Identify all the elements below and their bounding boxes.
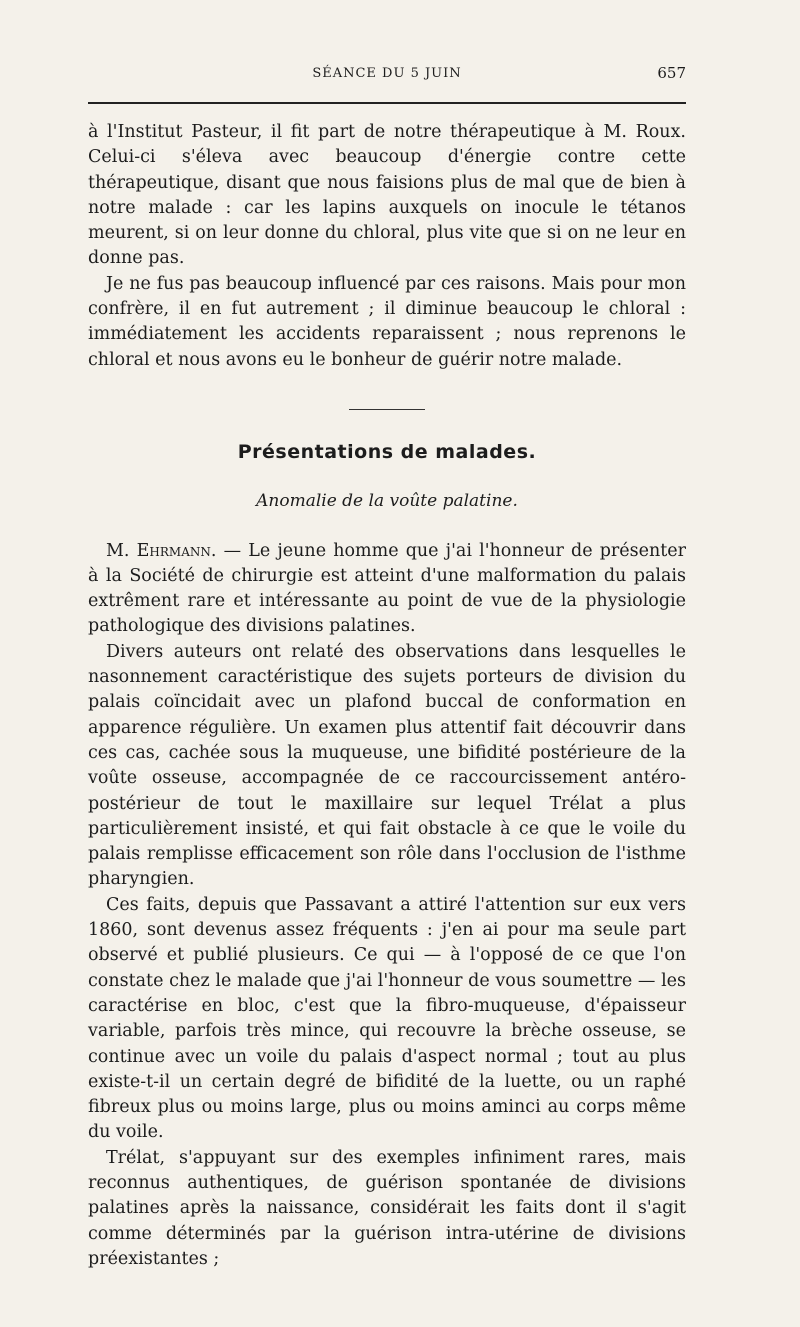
paragraph: Trélat, s'appuyant sur des exemples infiniment rares, mais reconnus authentiques, de guérison spontanée de divisions palatines après la naissance, considérait les faits dont il s'agit comme déterminés par la guérison intra-utérine de divisions préexistantes ; <box>88 1147 686 1269</box>
running-head: SÉANCE DU 5 JUIN <box>312 66 462 81</box>
page-header <box>88 62 686 86</box>
paragraph-continued: à l'Institut Pasteur, il fit part de notre thérapeutique à M. Roux. Celui-ci s'éleva avec beaucoup d'énergie contre cette thérapeutique, disant que nous faisions plus de mal que de bien à notre malade : car les lapins auxquels on inocule le tétanos meurent, si on leur donne du chloral, plus vite que si on ne leur en donne pas. <box>88 122 686 269</box>
header-rule <box>88 102 686 104</box>
paragraph: Je ne fus pas beaucoup influencé par ces raisons. Mais pour mon confrère, il en fut autrement ; il diminue beaucoup le chloral : immédiatement les accidents reparaissent ; nous reprenons le chloral et nous avons eu le bonheur de guérir notre malade. <box>88 273 686 370</box>
speaker-prefix: M. <box>106 540 130 561</box>
section-subtitle: Anomalie de la voûte palatine. <box>256 491 518 512</box>
paragraph: Divers auteurs ont relaté des observations dans lesquelles le nasonnement caractéristique des sujets porteurs de division du palais coïncidait avec un plafond buccal de conformation en apparence régulière. Un examen plus attentif fait découvrir dans ces cas, cachée sous la muqueuse, une bifidité postérieure de la voûte osseuse, accompagnée de ce raccourcissement antéro-postérieur de tout le maxillaire sur lequel Trélat a plus particulièrement insisté, et qui fait obstacle à ce que le voile du palais remplisse efficacement son rôle dans l'occlusion de l'isthme pharyngien. <box>88 641 686 890</box>
speaker-text: — Le jeune homme que j'ai l'honneur de présenter à la Société de chirurgie est atteint d'une malformation du palais extrêment rare et intéressante au point de vue de la physiologie pathologique des divisions palatines. <box>88 540 686 637</box>
body-text <box>88 120 686 1272</box>
speaker-name: Ehrmann. <box>136 540 217 561</box>
section-title: Présentations de malades. <box>237 440 537 463</box>
paragraph: Ces faits, depuis que Passavant a attiré l'attention sur eux vers 1860, sont devenus assez fréquents : j'en ai pour ma seule part observé et publié plusieurs. Ce qui — à l'opposé de ce que l'on constate chez le malade que j'ai l'honneur de vous soumettre — les caractérise en bloc, c'est que la fibro-muqueuse, d'épaisseur variable, parfois très mince, qui recouvre la brèche osseuse, se continue avec un voile du palais d'aspect normal ; tout au plus existe-t-il un certain degré de bifidité de la luette, ou un raphé fibreux plus ou moins large, plus ou moins aminci au corps même du voile. <box>88 894 686 1143</box>
page-number: 657 <box>657 64 686 82</box>
section-separator <box>349 409 425 410</box>
paragraph-speaker <box>88 539 686 640</box>
